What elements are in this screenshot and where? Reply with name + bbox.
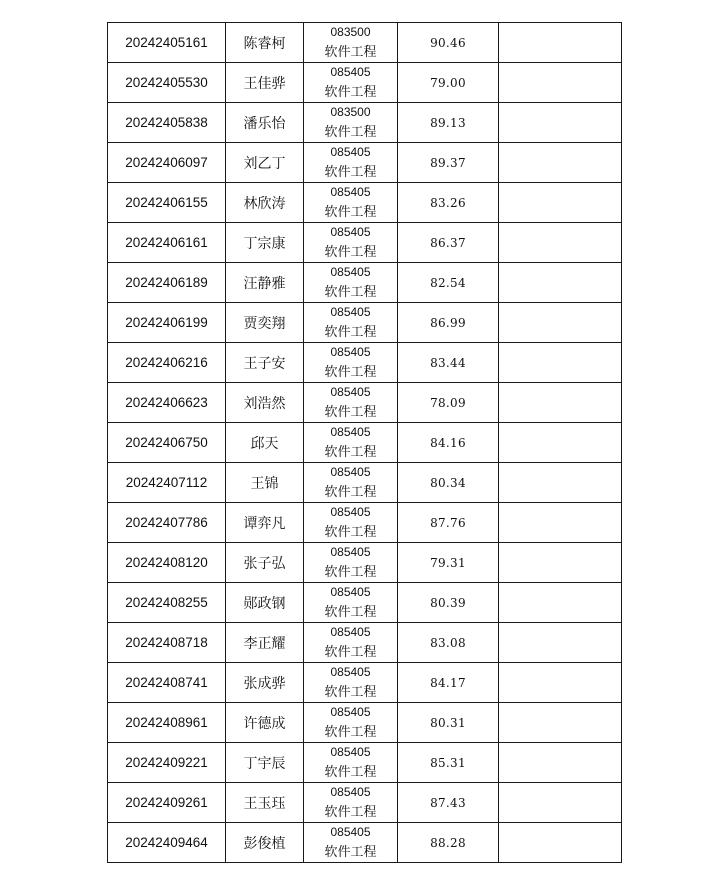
note-cell — [499, 383, 622, 423]
table-row — [108, 183, 622, 223]
major-name: 软件工程 — [324, 604, 377, 620]
student-id-cell: 20242409261 — [108, 783, 226, 823]
major-code: 085405 — [330, 825, 371, 839]
score-cell: 87.43 — [398, 783, 499, 823]
major-code: 085405 — [330, 545, 371, 559]
note-cell — [499, 663, 622, 703]
score-cell: 84.16 — [398, 423, 499, 463]
major-code: 085405 — [330, 505, 371, 519]
table-row — [108, 223, 622, 263]
note-cell — [499, 263, 622, 303]
note-cell — [499, 463, 622, 503]
major-cell — [304, 343, 398, 383]
major-code: 085405 — [330, 305, 371, 319]
score-cell: 86.99 — [398, 303, 499, 343]
student-id-cell: 20242406097 — [108, 143, 226, 183]
score-cell: 83.26 — [398, 183, 499, 223]
score-cell: 82.54 — [398, 263, 499, 303]
major-name: 软件工程 — [324, 804, 377, 820]
student-name-cell: 刘乙丁 — [226, 143, 304, 183]
major-cell — [304, 543, 398, 583]
note-cell — [499, 63, 622, 103]
table-row — [108, 143, 622, 183]
student-id-cell: 20242405161 — [108, 23, 226, 63]
major-name: 软件工程 — [324, 724, 377, 740]
student-name-cell: 贾奕翔 — [226, 303, 304, 343]
table-row — [108, 383, 622, 423]
note-cell — [499, 823, 622, 863]
student-name-cell: 汪静雅 — [226, 263, 304, 303]
major-cell — [304, 503, 398, 543]
major-name: 软件工程 — [324, 844, 377, 860]
note-cell — [499, 23, 622, 63]
major-name: 软件工程 — [324, 684, 377, 700]
student-id-cell: 20242408741 — [108, 663, 226, 703]
score-cell: 88.28 — [398, 823, 499, 863]
score-table — [107, 22, 622, 863]
major-code: 085405 — [330, 65, 371, 79]
score-cell: 89.13 — [398, 103, 499, 143]
major-cell — [304, 663, 398, 703]
student-name-cell: 王玉珏 — [226, 783, 304, 823]
table-row — [108, 583, 622, 623]
major-name: 软件工程 — [324, 524, 377, 540]
major-name: 软件工程 — [324, 244, 377, 260]
score-cell: 79.00 — [398, 63, 499, 103]
student-name-cell: 刘浩然 — [226, 383, 304, 423]
note-cell — [499, 623, 622, 663]
student-name-cell: 王子安 — [226, 343, 304, 383]
major-name: 软件工程 — [324, 44, 377, 60]
major-code: 085405 — [330, 185, 371, 199]
student-id-cell: 20242406155 — [108, 183, 226, 223]
major-code: 085405 — [330, 785, 371, 799]
note-cell — [499, 503, 622, 543]
student-id-cell: 20242406750 — [108, 423, 226, 463]
major-code: 085405 — [330, 585, 371, 599]
major-cell — [304, 423, 398, 463]
note-cell — [499, 143, 622, 183]
major-name: 软件工程 — [324, 644, 377, 660]
major-name: 软件工程 — [324, 284, 377, 300]
student-name-cell: 丁宇辰 — [226, 743, 304, 783]
major-cell — [304, 463, 398, 503]
student-id-cell: 20242405838 — [108, 103, 226, 143]
note-cell — [499, 703, 622, 743]
student-name-cell: 李正耀 — [226, 623, 304, 663]
table-row — [108, 703, 622, 743]
note-cell — [499, 103, 622, 143]
score-cell: 84.17 — [398, 663, 499, 703]
note-cell — [499, 743, 622, 783]
major-name: 软件工程 — [324, 364, 377, 380]
student-id-cell: 20242409464 — [108, 823, 226, 863]
major-name: 软件工程 — [324, 484, 377, 500]
score-cell: 80.34 — [398, 463, 499, 503]
major-cell — [304, 303, 398, 343]
score-cell: 89.37 — [398, 143, 499, 183]
major-name: 软件工程 — [324, 84, 377, 100]
score-cell: 86.37 — [398, 223, 499, 263]
major-name: 软件工程 — [324, 324, 377, 340]
major-code: 085405 — [330, 425, 371, 439]
major-cell — [304, 703, 398, 743]
major-name: 软件工程 — [324, 204, 377, 220]
table-row — [108, 23, 622, 63]
student-name-cell: 郧政钢 — [226, 583, 304, 623]
note-cell — [499, 543, 622, 583]
score-cell: 85.31 — [398, 743, 499, 783]
table-row — [108, 343, 622, 383]
note-cell — [499, 423, 622, 463]
major-code: 083500 — [330, 25, 371, 39]
note-cell — [499, 183, 622, 223]
student-id-cell: 20242409221 — [108, 743, 226, 783]
major-code: 085405 — [330, 265, 371, 279]
major-name: 软件工程 — [324, 164, 377, 180]
major-cell — [304, 583, 398, 623]
note-cell — [499, 303, 622, 343]
student-name-cell: 丁宗康 — [226, 223, 304, 263]
score-cell: 78.09 — [398, 383, 499, 423]
major-cell — [304, 743, 398, 783]
student-id-cell: 20242408961 — [108, 703, 226, 743]
major-code: 085405 — [330, 625, 371, 639]
score-cell: 87.76 — [398, 503, 499, 543]
student-id-cell: 20242407786 — [108, 503, 226, 543]
student-name-cell: 王锦 — [226, 463, 304, 503]
major-cell — [304, 63, 398, 103]
student-name-cell: 张子弘 — [226, 543, 304, 583]
major-cell — [304, 623, 398, 663]
major-code: 085405 — [330, 745, 371, 759]
student-name-cell: 张成骅 — [226, 663, 304, 703]
score-cell: 80.39 — [398, 583, 499, 623]
note-cell — [499, 223, 622, 263]
note-cell — [499, 583, 622, 623]
major-code: 083500 — [330, 105, 371, 119]
student-id-cell: 20242405530 — [108, 63, 226, 103]
student-name-cell: 陈睿柯 — [226, 23, 304, 63]
major-name: 软件工程 — [324, 564, 377, 580]
student-id-cell: 20242406623 — [108, 383, 226, 423]
student-id-cell: 20242407112 — [108, 463, 226, 503]
table-row — [108, 623, 622, 663]
major-code: 085405 — [330, 705, 371, 719]
major-cell — [304, 183, 398, 223]
table-row — [108, 823, 622, 863]
major-code: 085405 — [330, 665, 371, 679]
student-name-cell: 谭弈凡 — [226, 503, 304, 543]
student-name-cell: 彭俊植 — [226, 823, 304, 863]
major-cell — [304, 383, 398, 423]
table-row — [108, 423, 622, 463]
student-id-cell: 20242406199 — [108, 303, 226, 343]
table-row — [108, 543, 622, 583]
table-row — [108, 63, 622, 103]
major-name: 软件工程 — [324, 404, 377, 420]
major-name: 软件工程 — [324, 444, 377, 460]
major-name: 软件工程 — [324, 124, 377, 140]
table-row — [108, 303, 622, 343]
student-id-cell: 20242406189 — [108, 263, 226, 303]
score-cell: 83.08 — [398, 623, 499, 663]
major-cell — [304, 223, 398, 263]
student-name-cell: 林欣涛 — [226, 183, 304, 223]
score-cell: 80.31 — [398, 703, 499, 743]
table-row — [108, 663, 622, 703]
student-id-cell: 20242408120 — [108, 543, 226, 583]
score-cell: 83.44 — [398, 343, 499, 383]
major-code: 085405 — [330, 385, 371, 399]
major-cell — [304, 263, 398, 303]
score-cell: 79.31 — [398, 543, 499, 583]
major-code: 085405 — [330, 345, 371, 359]
student-name-cell: 王佳骅 — [226, 63, 304, 103]
student-name-cell: 潘乐怡 — [226, 103, 304, 143]
major-cell — [304, 783, 398, 823]
student-name-cell: 邱天 — [226, 423, 304, 463]
major-code: 085405 — [330, 465, 371, 479]
table-row — [108, 463, 622, 503]
score-cell: 90.46 — [398, 23, 499, 63]
table-row — [108, 503, 622, 543]
major-cell — [304, 23, 398, 63]
major-cell — [304, 823, 398, 863]
note-cell — [499, 343, 622, 383]
table-row — [108, 783, 622, 823]
major-cell — [304, 103, 398, 143]
major-name: 软件工程 — [324, 764, 377, 780]
student-id-cell: 20242408255 — [108, 583, 226, 623]
student-id-cell: 20242406161 — [108, 223, 226, 263]
student-id-cell: 20242408718 — [108, 623, 226, 663]
student-name-cell: 许德成 — [226, 703, 304, 743]
table-row — [108, 103, 622, 143]
table-body — [108, 23, 622, 863]
major-code: 085405 — [330, 225, 371, 239]
major-code: 085405 — [330, 145, 371, 159]
major-cell — [304, 143, 398, 183]
table-row — [108, 263, 622, 303]
student-id-cell: 20242406216 — [108, 343, 226, 383]
table-row — [108, 743, 622, 783]
note-cell — [499, 783, 622, 823]
